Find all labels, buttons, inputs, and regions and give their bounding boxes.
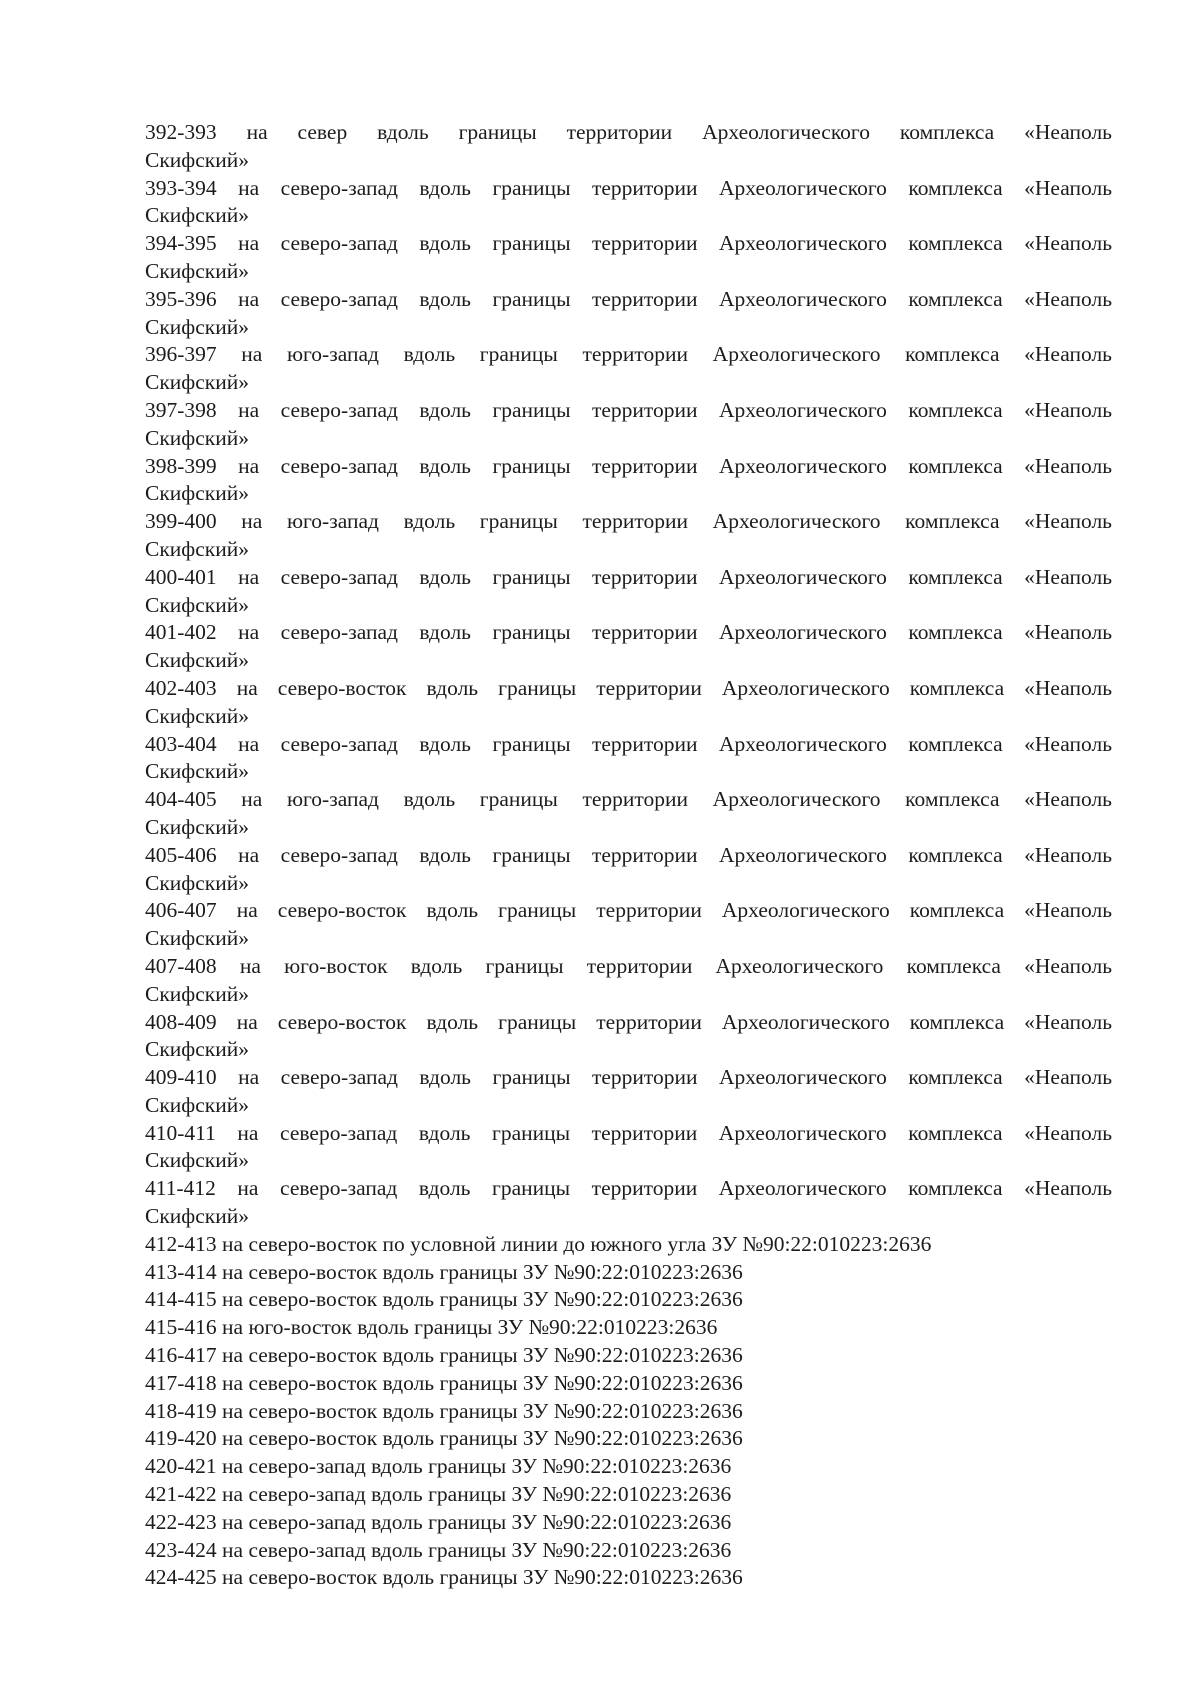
segment-line-continuation: Скифский» — [145, 425, 249, 450]
segment-entry — [145, 175, 1112, 231]
segment-line: 392-393 на север вдоль границы территории Археологического комплекса «Неаполь — [145, 120, 1112, 144]
segment-entry — [145, 341, 1112, 397]
segment-line: 397-398 на северо-запад вдоль границы территории Археологического комплекса «Неаполь — [145, 397, 1112, 422]
segment-line: 395-396 на северо-запад вдоль границы территории Археологического комплекса «Неаполь — [145, 286, 1112, 311]
segment-line: 407-408 на юго-восток вдоль границы территории Археологического комплекса «Неаполь — [145, 953, 1112, 978]
segment-line: 412-413 на северо-восток по условной линии до южного угла ЗУ №90:22:010223:2636 — [145, 1231, 932, 1256]
segment-line: 401-402 на северо-запад вдоль границы территории Археологического комплекса «Неаполь — [145, 620, 1112, 645]
segment-entry — [145, 1453, 1112, 1481]
segment-entry — [145, 842, 1112, 898]
segment-line: 419-420 на северо-восток вдоль границы ЗУ №90:22:010223:2636 — [145, 1426, 743, 1451]
segment-line: 411-412 на северо-запад вдоль границы территории Археологического комплекса «Неаполь — [145, 1176, 1112, 1201]
segment-line-continuation: Скифский» — [145, 648, 249, 673]
segment-line: 403-404 на северо-запад вдоль границы территории Археологического комплекса «Неаполь — [145, 731, 1112, 756]
segment-line-continuation: Скифский» — [145, 314, 249, 339]
segment-entry — [145, 731, 1112, 787]
segment-line: 418-419 на северо-восток вдоль границы ЗУ №90:22:010223:2636 — [145, 1398, 743, 1423]
segment-entry — [145, 1286, 1112, 1314]
segment-line: 424-425 на северо-восток вдоль границы ЗУ №90:22:010223:2636 — [145, 1565, 743, 1590]
segment-line-continuation: Скифский» — [145, 536, 249, 561]
segment-line-continuation: Скифский» — [145, 981, 249, 1006]
segment-line: 422-423 на северо-запад вдоль границы ЗУ №90:22:010223:2636 — [145, 1509, 732, 1534]
segment-entry — [145, 619, 1112, 675]
segment-entry — [145, 1398, 1112, 1426]
segment-entry — [145, 1509, 1112, 1537]
segment-entry — [145, 1009, 1112, 1065]
segment-line: 406-407 на северо-восток вдоль границы территории Археологического комплекса «Неаполь — [145, 898, 1112, 923]
segment-line: 400-401 на северо-запад вдоль границы территории Археологического комплекса «Неаполь — [145, 564, 1112, 589]
segment-line-continuation: Скифский» — [145, 1204, 249, 1229]
segment-line: 421-422 на северо-запад вдоль границы ЗУ №90:22:010223:2636 — [145, 1482, 732, 1507]
segment-entry — [145, 897, 1112, 953]
segment-line-continuation: Скифский» — [145, 481, 249, 506]
segment-entry — [145, 1259, 1112, 1287]
segment-line: 404-405 на юго-запад вдоль границы территории Археологического комплекса «Неаполь — [145, 787, 1112, 812]
segment-entry — [145, 1231, 1112, 1259]
segment-line: 394-395 на северо-запад вдоль границы территории Археологического комплекса «Неаполь — [145, 231, 1112, 256]
segment-entry — [145, 397, 1112, 453]
segment-entry — [145, 953, 1112, 1009]
segment-line-continuation: Скифский» — [145, 1092, 249, 1117]
segment-entry — [145, 453, 1112, 509]
segment-line-continuation: Скифский» — [145, 870, 249, 895]
segment-entry — [145, 508, 1112, 564]
segment-line: 423-424 на северо-запад вдоль границы ЗУ №90:22:010223:2636 — [145, 1537, 732, 1562]
segment-entry — [145, 119, 1112, 175]
segment-line-continuation: Скифский» — [145, 1148, 249, 1173]
segment-line: 410-411 на северо-запад вдоль границы территории Археологического комплекса «Неаполь — [145, 1120, 1112, 1145]
segment-line: 415-416 на юго-восток вдоль границы ЗУ №90:22:010223:2636 — [145, 1315, 718, 1340]
segment-entry — [145, 1175, 1112, 1231]
segment-entry — [145, 1342, 1112, 1370]
segment-line: 402-403 на северо-восток вдоль границы территории Археологического комплекса «Неаполь — [145, 675, 1112, 700]
segment-line-continuation: Скифский» — [145, 592, 249, 617]
segment-line: 417-418 на северо-восток вдоль границы ЗУ №90:22:010223:2636 — [145, 1370, 743, 1395]
segment-line: 416-417 на северо-восток вдоль границы ЗУ №90:22:010223:2636 — [145, 1343, 743, 1368]
segment-entry — [145, 1425, 1112, 1453]
segment-line: 405-406 на северо-запад вдоль границы территории Археологического комплекса «Неаполь — [145, 842, 1112, 867]
segment-entry — [145, 564, 1112, 620]
segment-entry — [145, 1064, 1112, 1120]
segment-line: 408-409 на северо-восток вдоль границы территории Археологического комплекса «Неаполь — [145, 1009, 1112, 1034]
segment-line-continuation: Скифский» — [145, 1037, 249, 1062]
segment-entry — [145, 1370, 1112, 1398]
segment-line: 413-414 на северо-восток вдоль границы ЗУ №90:22:010223:2636 — [145, 1259, 743, 1284]
segment-line-continuation: Скифский» — [145, 759, 249, 784]
segment-line: 398-399 на северо-запад вдоль границы территории Археологического комплекса «Неаполь — [145, 453, 1112, 478]
segment-line-continuation: Скифский» — [145, 926, 249, 951]
segment-line: 393-394 на северо-запад вдоль границы территории Археологического комплекса «Неаполь — [145, 175, 1112, 200]
segment-line-continuation: Скифский» — [145, 258, 249, 283]
segment-line-continuation: Скифский» — [145, 147, 249, 172]
segment-entry — [145, 675, 1112, 731]
segment-entry — [145, 1314, 1112, 1342]
segment-entry — [145, 230, 1112, 286]
segment-entry — [145, 286, 1112, 342]
segment-entry — [145, 1564, 1112, 1592]
segment-line: 396-397 на юго-запад вдоль границы территории Археологического комплекса «Неаполь — [145, 342, 1112, 367]
segment-entry — [145, 786, 1112, 842]
segment-line-continuation: Скифский» — [145, 814, 249, 839]
boundary-description-text — [145, 119, 1112, 1592]
segment-line: 409-410 на северо-запад вдоль границы территории Археологического комплекса «Неаполь — [145, 1065, 1112, 1090]
segment-line-continuation: Скифский» — [145, 703, 249, 728]
segment-line-continuation: Скифский» — [145, 370, 249, 395]
segment-line: 399-400 на юго-запад вдоль границы территории Археологического комплекса «Неаполь — [145, 509, 1112, 534]
segment-line-continuation: Скифский» — [145, 203, 249, 228]
segment-entry — [145, 1537, 1112, 1565]
segment-line: 414-415 на северо-восток вдоль границы ЗУ №90:22:010223:2636 — [145, 1287, 743, 1312]
segment-entry — [145, 1120, 1112, 1176]
segment-line: 420-421 на северо-запад вдоль границы ЗУ №90:22:010223:2636 — [145, 1454, 732, 1479]
segment-entry — [145, 1481, 1112, 1509]
